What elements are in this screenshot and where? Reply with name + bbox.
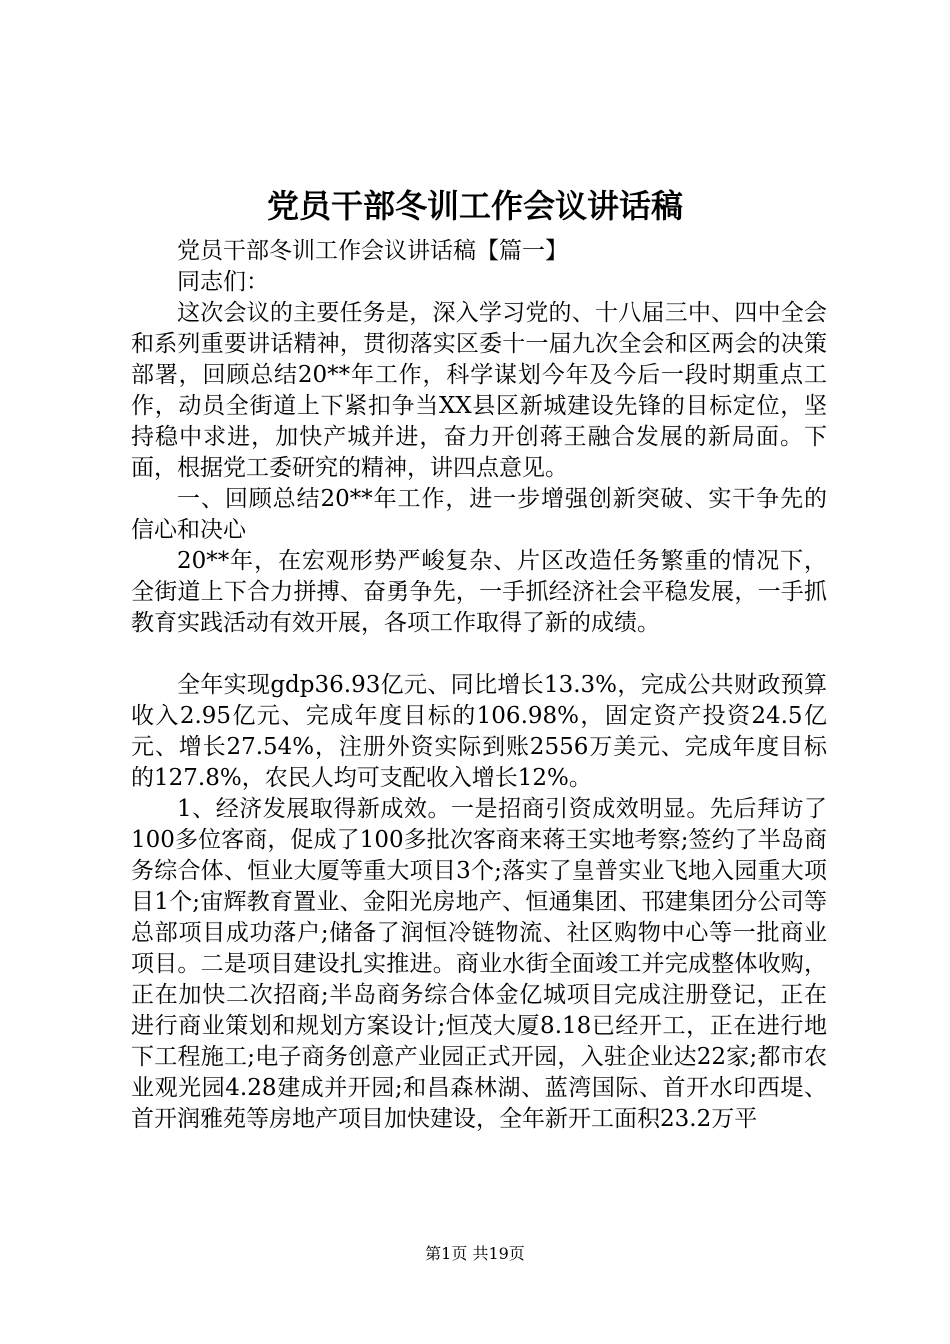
section-heading: 党员干部冬训工作会议讲话稿【篇一】 (177, 238, 568, 264)
document-body (131, 236, 827, 1135)
blank-line (131, 639, 827, 670)
paragraph-statistics: 全年实现gdp36.93亿元、同比增长13.3%，完成公共财政预算收入2.95亿元、完成年度目标的106.98%，固定资产投资24.5亿元、增长27.54%，注册外资实际到账2556万美元、完成年度目标的127.8%，农民人均可支配收入增长12%。 (131, 672, 827, 791)
paragraph-intro: 这次会议的主要任务是，深入学习党的、十八届三中、四中全会和系列重要讲话精神，贯彻落实区委十一届九次全会和区两会的决策部署，回顾总结20**年工作，科学谋划今年及今后一段时期重点工作，动员全街道上下紧扣争当XX县区新城建设先锋的目标定位，坚持稳中求进，加快产城并进，奋力开创蒋王融合发展的新局面。下面，根据党工委研究的精神，讲四点意见。 (131, 300, 827, 481)
salutation: 同志们： (177, 269, 269, 295)
page-number-footer: 第1页 共19页 (425, 1244, 525, 1263)
paragraph-overview: 20**年，在宏观形势严峻复杂、片区改造任务繁重的情况下，全街道上下合力拼搏、奋勇争先，一手抓经济社会平稳发展，一手抓教育实践活动有效开展，各项工作取得了新的成绩。 (131, 548, 827, 636)
document-title: 党员干部冬训工作会议讲话稿 (266, 187, 683, 225)
paragraph-economic-development: 1、经济发展取得新成效。一是招商引资成效明显。先后拜访了100多位客商，促成了100多批次客商来蒋王实地考察;签约了半岛商务综合体、恒业大厦等重大项目3个;落实了皇普实业飞地入园重大项目1个;宙辉教育置业、金阳光房地产、恒通集团、邗建集团分公司等总部项目成功落户;储备了润恒冷链物流、社区购物中心等一批商业项目。二是项目建设扎实推进。商业水街全面竣工并完成整体收购，正在加快二次招商;半岛商务综合体金亿城项目完成注册登记，正在进行商业策划和规划方案设计;恒茂大厦8.18已经开工，正在进行地下工程施工;电子商务创意产业园正式开园，入驻企业达22家;都市农业观光园4.28建成并开园;和昌森林湖、蓝湾国际、首开水印西堤、首开润雅苑等房地产项目加快建设，全年新开工面积23.2万平 (131, 796, 827, 1132)
paragraph-part-one-heading: 一、回顾总结20**年工作，进一步增强创新突破、实干争先的信心和决心 (131, 486, 827, 543)
